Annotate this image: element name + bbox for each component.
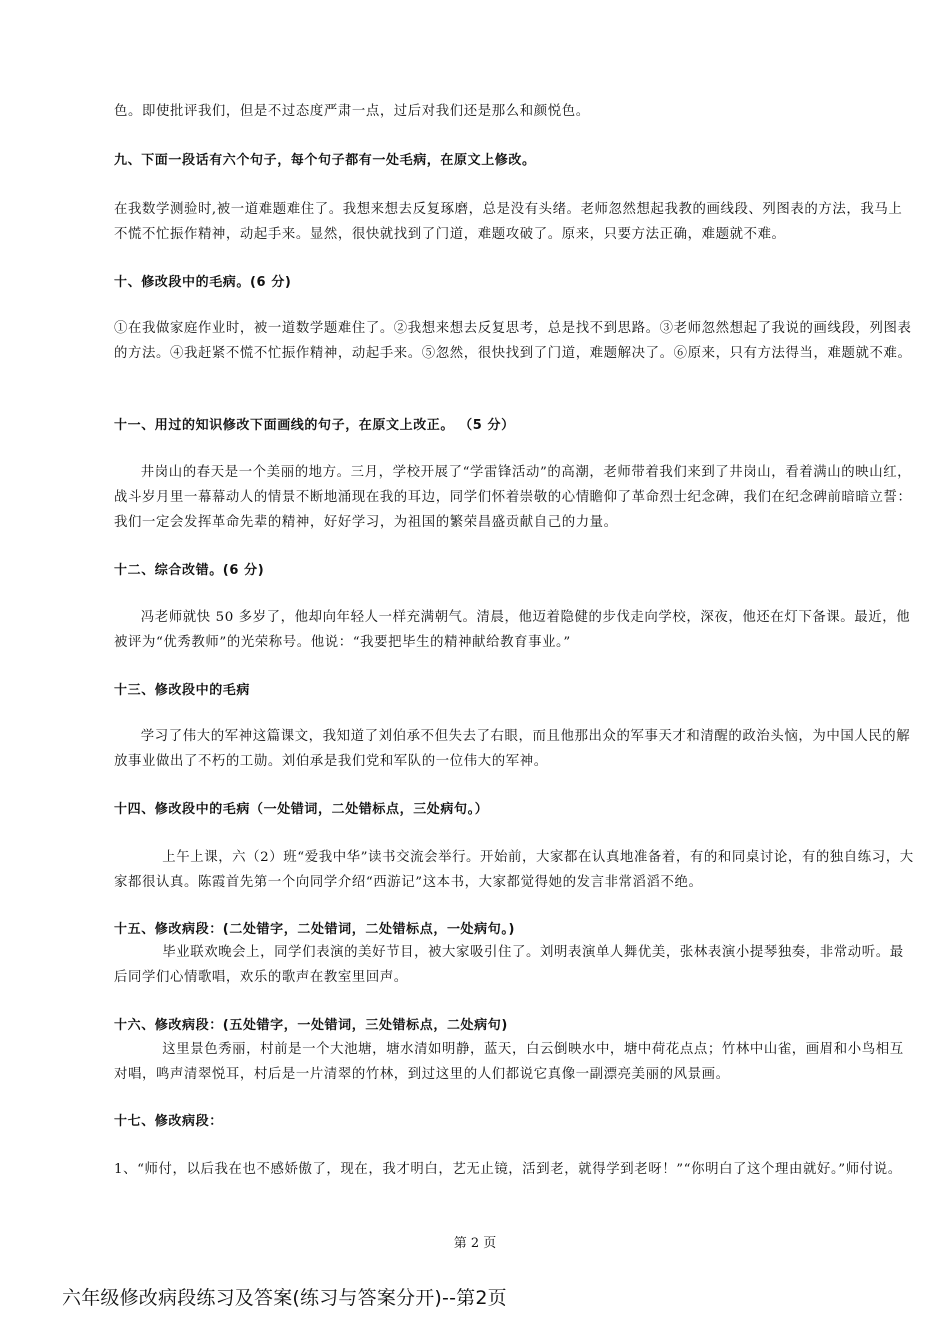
question-body-15: 毕业联欢晚会上，同学们表演的美好节目，被大家吸引住了。刘明表演单人舞优美，张林表演小提琴独奏，非常动听。最后同学们心情歌唱，欢乐的歌声在教室里回声。: [114, 945, 904, 985]
question-heading-11: 十一、用过的知识修改下面画线的句子，在原文上改正。 （5 分）: [114, 418, 515, 433]
question-body-10: ①在我做家庭作业时，被一道数学题难住了。②我想来想去反复思考，总是找不到思路。③老师忽然想起了我说的画线段，列图表的方法。④我赶紧不慌不忙振作精神，动起手来。⑤忽然，很快找到了门道，难题解决了。⑥原来，只有方法得当，难题就不难。: [114, 321, 912, 361]
question-heading-13: 十三、修改段中的毛病: [114, 683, 251, 698]
question-heading-16: 十六、修改病段：(五处错字，一处错词，三处错标点，二处病句): [114, 1018, 508, 1033]
question-heading-17: 十七、修改病段：: [114, 1114, 223, 1129]
question-heading-10: 十、修改段中的毛病。(6 分): [114, 275, 292, 290]
question-heading-12: 十二、综合改错。(6 分): [114, 563, 265, 578]
document-footer-title: 六年级修改病段练习及答案(练习与答案分开)--第2页: [62, 1287, 507, 1309]
question-heading-14: 十四、修改段中的毛病（一处错词，二处错标点，三处病句。）: [114, 802, 489, 817]
question-heading-15: 十五、修改病段：(二处错字，二处错词，二处错标点，一处病句。): [114, 922, 515, 937]
question-body-13: 学习了伟大的军神这篇课文，我知道了刘伯承不但失去了右眼，而且他那出众的军事天才和清醒的政治头恼，为中国人民的解放事业做出了不朽的工勋。刘伯承是我们党和军队的一位伟大的军神。: [114, 729, 911, 769]
question-body-17: 1、“师付，以后我在也不感娇傲了，现在，我才明白，艺无止镜，活到老，就得学到老呀！”“你明白了这个理由就好。”师付说。: [114, 1162, 902, 1177]
question-body-16: 这里景色秀丽，村前是一个大池塘，塘水清如明静，蓝天，白云倒映水中，塘中荷花点点；竹林中山雀，画眉和小鸟相互对唱，鸣声清翠悦耳，村后是一片清翠的竹林，到过这里的人们都说它真像一副漂亮美丽的风景画。: [114, 1042, 904, 1082]
paragraph-continuation: 色。即使批评我们，但是不过态度严肃一点，过后对我们还是那么和颜悦色。: [114, 104, 590, 119]
question-body-11: 井岗山的春天是一个美丽的地方。三月，学校开展了“学雷锋活动”的高潮，老师带着我们来到了井岗山，看着满山的映山红，战斗岁月里一幕幕动人的情景不断地涌现在我的耳边，同学们怀着崇敬的心情瞻仰了革命烈士纪念碑，我们在纪念碑前暗暗立誓：我们一定会发挥革命先辈的精神，好好学习，为祖国的繁荣昌盛贡献自己的力量。: [114, 465, 912, 530]
question-body-14: 上午上课，六（2）班“爱我中华”读书交流会举行。开始前，大家都在认真地准备着，有的和同桌讨论，有的独自练习，大家都很认真。陈霞首先第一个向同学介绍“西游记”这本书，大家都觉得她的发言非常滔滔不绝。: [114, 850, 914, 890]
question-body-9: 在我数学测验时,被一道难题难住了。我想来想去反复琢磨，总是没有头绪。老师忽然想起我教的画线段、列图表的方法，我马上不慌不忙振作精神，动起手来。显然，很快就找到了门道，难题攻破了。原来，只要方法正确，难题就不难。: [114, 202, 903, 242]
question-heading-9: 九、下面一段话有六个句子，每个句子都有一处毛病，在原文上修改。: [114, 153, 536, 168]
question-body-12: 冯老师就快 50 多岁了，他却向年轻人一样充满朝气。清晨，他迈着隐健的步伐走向学校，深夜，他还在灯下备课。最近，他被评为“优秀教师”的光荣称号。他说：“我要把毕生的精神献给教育事业。”: [114, 610, 911, 650]
page-number: 第 2 页: [453, 1236, 497, 1251]
